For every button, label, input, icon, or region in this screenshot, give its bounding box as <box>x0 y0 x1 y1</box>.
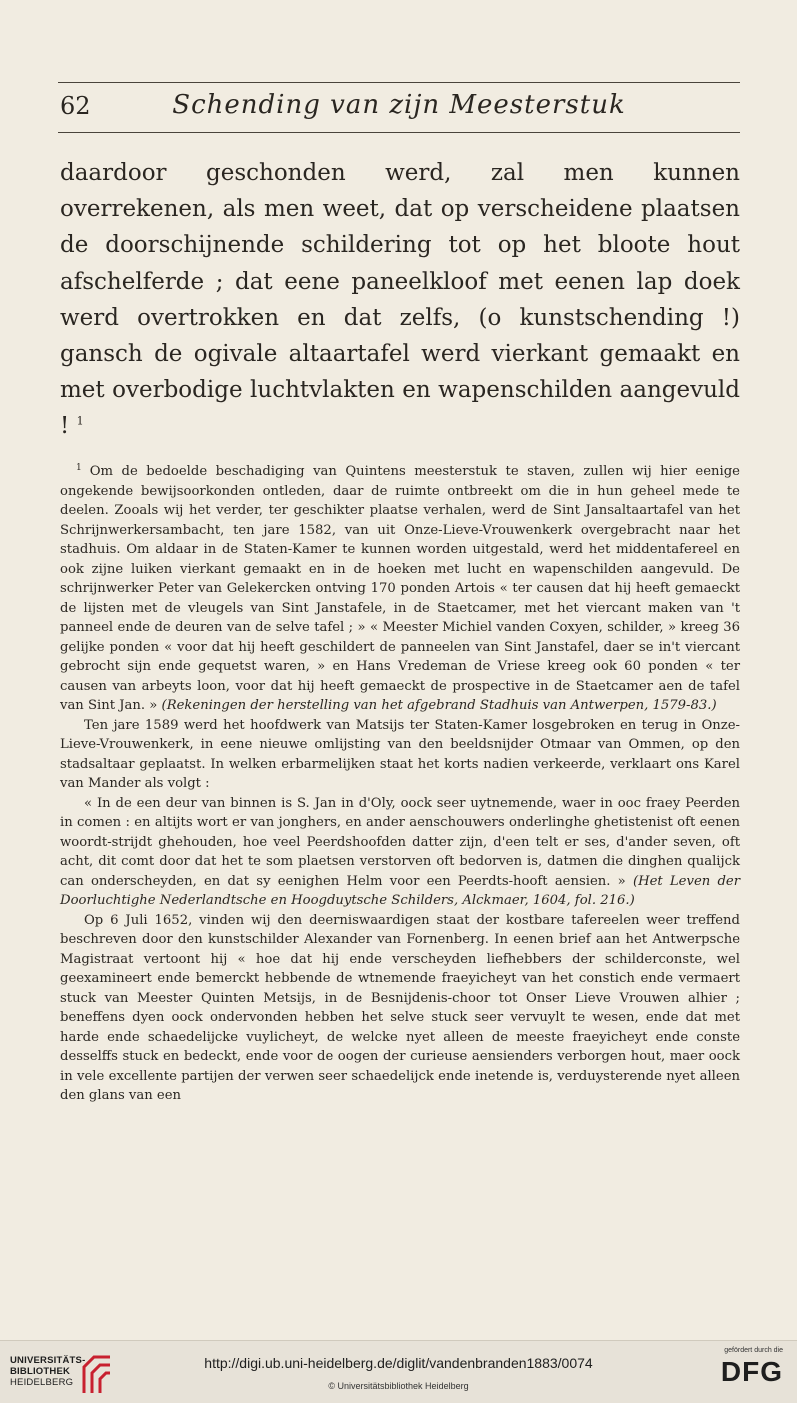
main-text-block <box>60 155 740 445</box>
running-title: Schending van zijn Meesterstuk <box>172 90 626 120</box>
header-bottom-rule <box>58 132 740 133</box>
page-number: 62 <box>60 92 91 120</box>
main-paragraph <box>60 155 740 445</box>
header-top-rule <box>58 82 740 83</box>
footnote-1-citation: (Rekeningen der herstelling van het afgebrand Stadhuis van Antwerpen, 1579-83.) <box>161 698 717 713</box>
footnote-paragraph-3-citation: (Het Leven der Doorluchtighe Nederlandtsche en Hoogduytsche Schilders, Alckmaer, 1604, fol. 216.) <box>60 873 741 908</box>
dfg-logo-text: DFG <box>720 1356 783 1387</box>
footnote-paragraph-3 <box>60 794 740 911</box>
dfg-funding-logo[interactable] <box>703 1347 783 1397</box>
footnote-1-text: Om de bedoelde beschadiging van Quintens meesterstuk te staven, zullen wij hier eenige ongekende bewijsoorkonden ontleden, daar de ruimte ontbreekt om die in hun geheel mede te deelen. Zooals wij het verder, ter geschikter plaatse verhalen, werd de Sint Jansaltaartafel van het Schrijnwerkersambacht, ten jare 1582, van uit Onze-Lieve-Vrouwenkerk overgebracht naar het stadhuis. Om aldaar in de Staten-Kamer te kunnen worden uitgestald, werd het middentafereel en ook zijne luiken vierkant gemaakt en in de hoeken met lucht en wapenschilden aangevuld. De schrijnwerker Peter van Gelekercken ontving 170 ponden Artois « ter causen dat hij heeft gemaeckt de lijsten met de vleugels van Sint Janstafele, in de Staetcamer, met het viercant maken van 't panneel ende de deuren van de selve tafel ; » « Meester Michiel vanden Coxyen, schilder, » kreeg 36 gelijke ponden « voor dat hij heeft geschildert de panneelen van Sint Janstafel, daer se in't viercant gebrocht sijn ende gequetst waren, » en Hans Vredeman de Vriese kreeg ook 60 ponden « ter causen van arbeyts loon, voor dat hij heeft gemaeckt de prospective in de Staetcamer aen de tafel van Sint Jan. » <box>60 464 740 713</box>
footnote-paragraph-3-text: « In de een deur van binnen is S. Jan in d'Oly, oock seer uytnemende, waer in ooc fraey Peerden in comen : en altijts wort er van jonghers, en ander aenschouwers onderlinghe ghetistenist oft eenen woordt-strijdt ghehouden, hoe veel Peerdshoofden datter zijn, d'een telt er ses, d'ander seven, oft acht, dit comt door dat het te som plaetsen verstorven oft bedorven is, datmen die dinghen qualijck can onderscheyden, en dat sy eenighen Helm voor een Peerdts-hooft aensien. » <box>60 795 740 889</box>
main-paragraph-text: daardoor geschonden werd, zal men kunnen overrekenen, als men weet, dat op verscheidene plaatsen de doorschijnende schildering tot op het bloote hout afschelferde ; dat eene paneelkloof met eenen lap doek werd overtrokken en dat zelfs, (o kunstschending !) gansch de ogivale altaartafel werd vierkant gemaakt en met overbodige luchtvlakten en wapenschilden aangevuld ! <box>60 160 740 440</box>
footnote-paragraph-4 <box>60 911 740 1106</box>
footnote-1-mark: 1 <box>76 462 82 473</box>
copyright-notice: © Universitätsbibliothek Heidelberg <box>328 1381 469 1391</box>
viewer-footer <box>0 1340 797 1403</box>
library-logo-line3: HEIDELBERG <box>10 1377 74 1388</box>
footnote-paragraph-2-text: Ten jare 1589 werd het hoofdwerk van Matsijs ter Staten-Kamer losgebroken en terug in Onze-Lieve-Vrouwenkerk, in eene nieuwe omlijsting van den beeldsnijder Otmaar van Ommen, op den stadsaltaar geplaatst. In welken erbarmelijken staat het korts nadien verkeerde, verklaart ons Karel van Mander als volgt : <box>60 717 740 791</box>
footnotes-block <box>60 462 740 1106</box>
footnote-paragraph-2 <box>60 716 740 794</box>
library-logo-line1: UNIVERSITÄTS- <box>10 1355 86 1366</box>
library-logo-line2: BIBLIOTHEK <box>10 1366 71 1377</box>
footnote-reference: 1 <box>76 414 84 428</box>
permalink-url[interactable]: http://digi.ub.uni-heidelberg.de/diglit/vandenbranden1883/0074 <box>204 1355 593 1371</box>
footnote-1 <box>60 462 740 716</box>
page-header <box>58 88 740 128</box>
funding-caption: gefördert durch die <box>724 1347 783 1354</box>
footnote-paragraph-4-text: Op 6 Juli 1652, vinden wij den deerniswaardigen staat der kostbare tafereelen weer treffend beschreven door den kunstschilder Alexander van Fornenberg. In eenen brief aan het Antwerpsche Magistraat vertoont hij « hoe dat hij ende verscheyden liefhebbers der schilderconste, wel geexamineert ende bemerckt hebbende de wtnemende fraeyicheyt van het constich ende vermaert stuck van Meester Quinten Metsijs, in de Besnijdenis-choor tot Onser Lieve Vrouwen alhier ; beneffens dyen oock ondervonden hebben het selve stuck seer vervuylt te wesen, ende dat met harde ende schaedelijcke vuylicheyt, de welcke nyet alleen de meeste fraeyicheyt ende conste desselffs stuck en bedeckt, ende voor de oogen der curieuse aensienders verborgen hout, maer oock in vele excellente partijen der verwen seer schaedelijck ende inetende is, verduysterende nyet alleen den glans van een <box>60 912 740 1103</box>
